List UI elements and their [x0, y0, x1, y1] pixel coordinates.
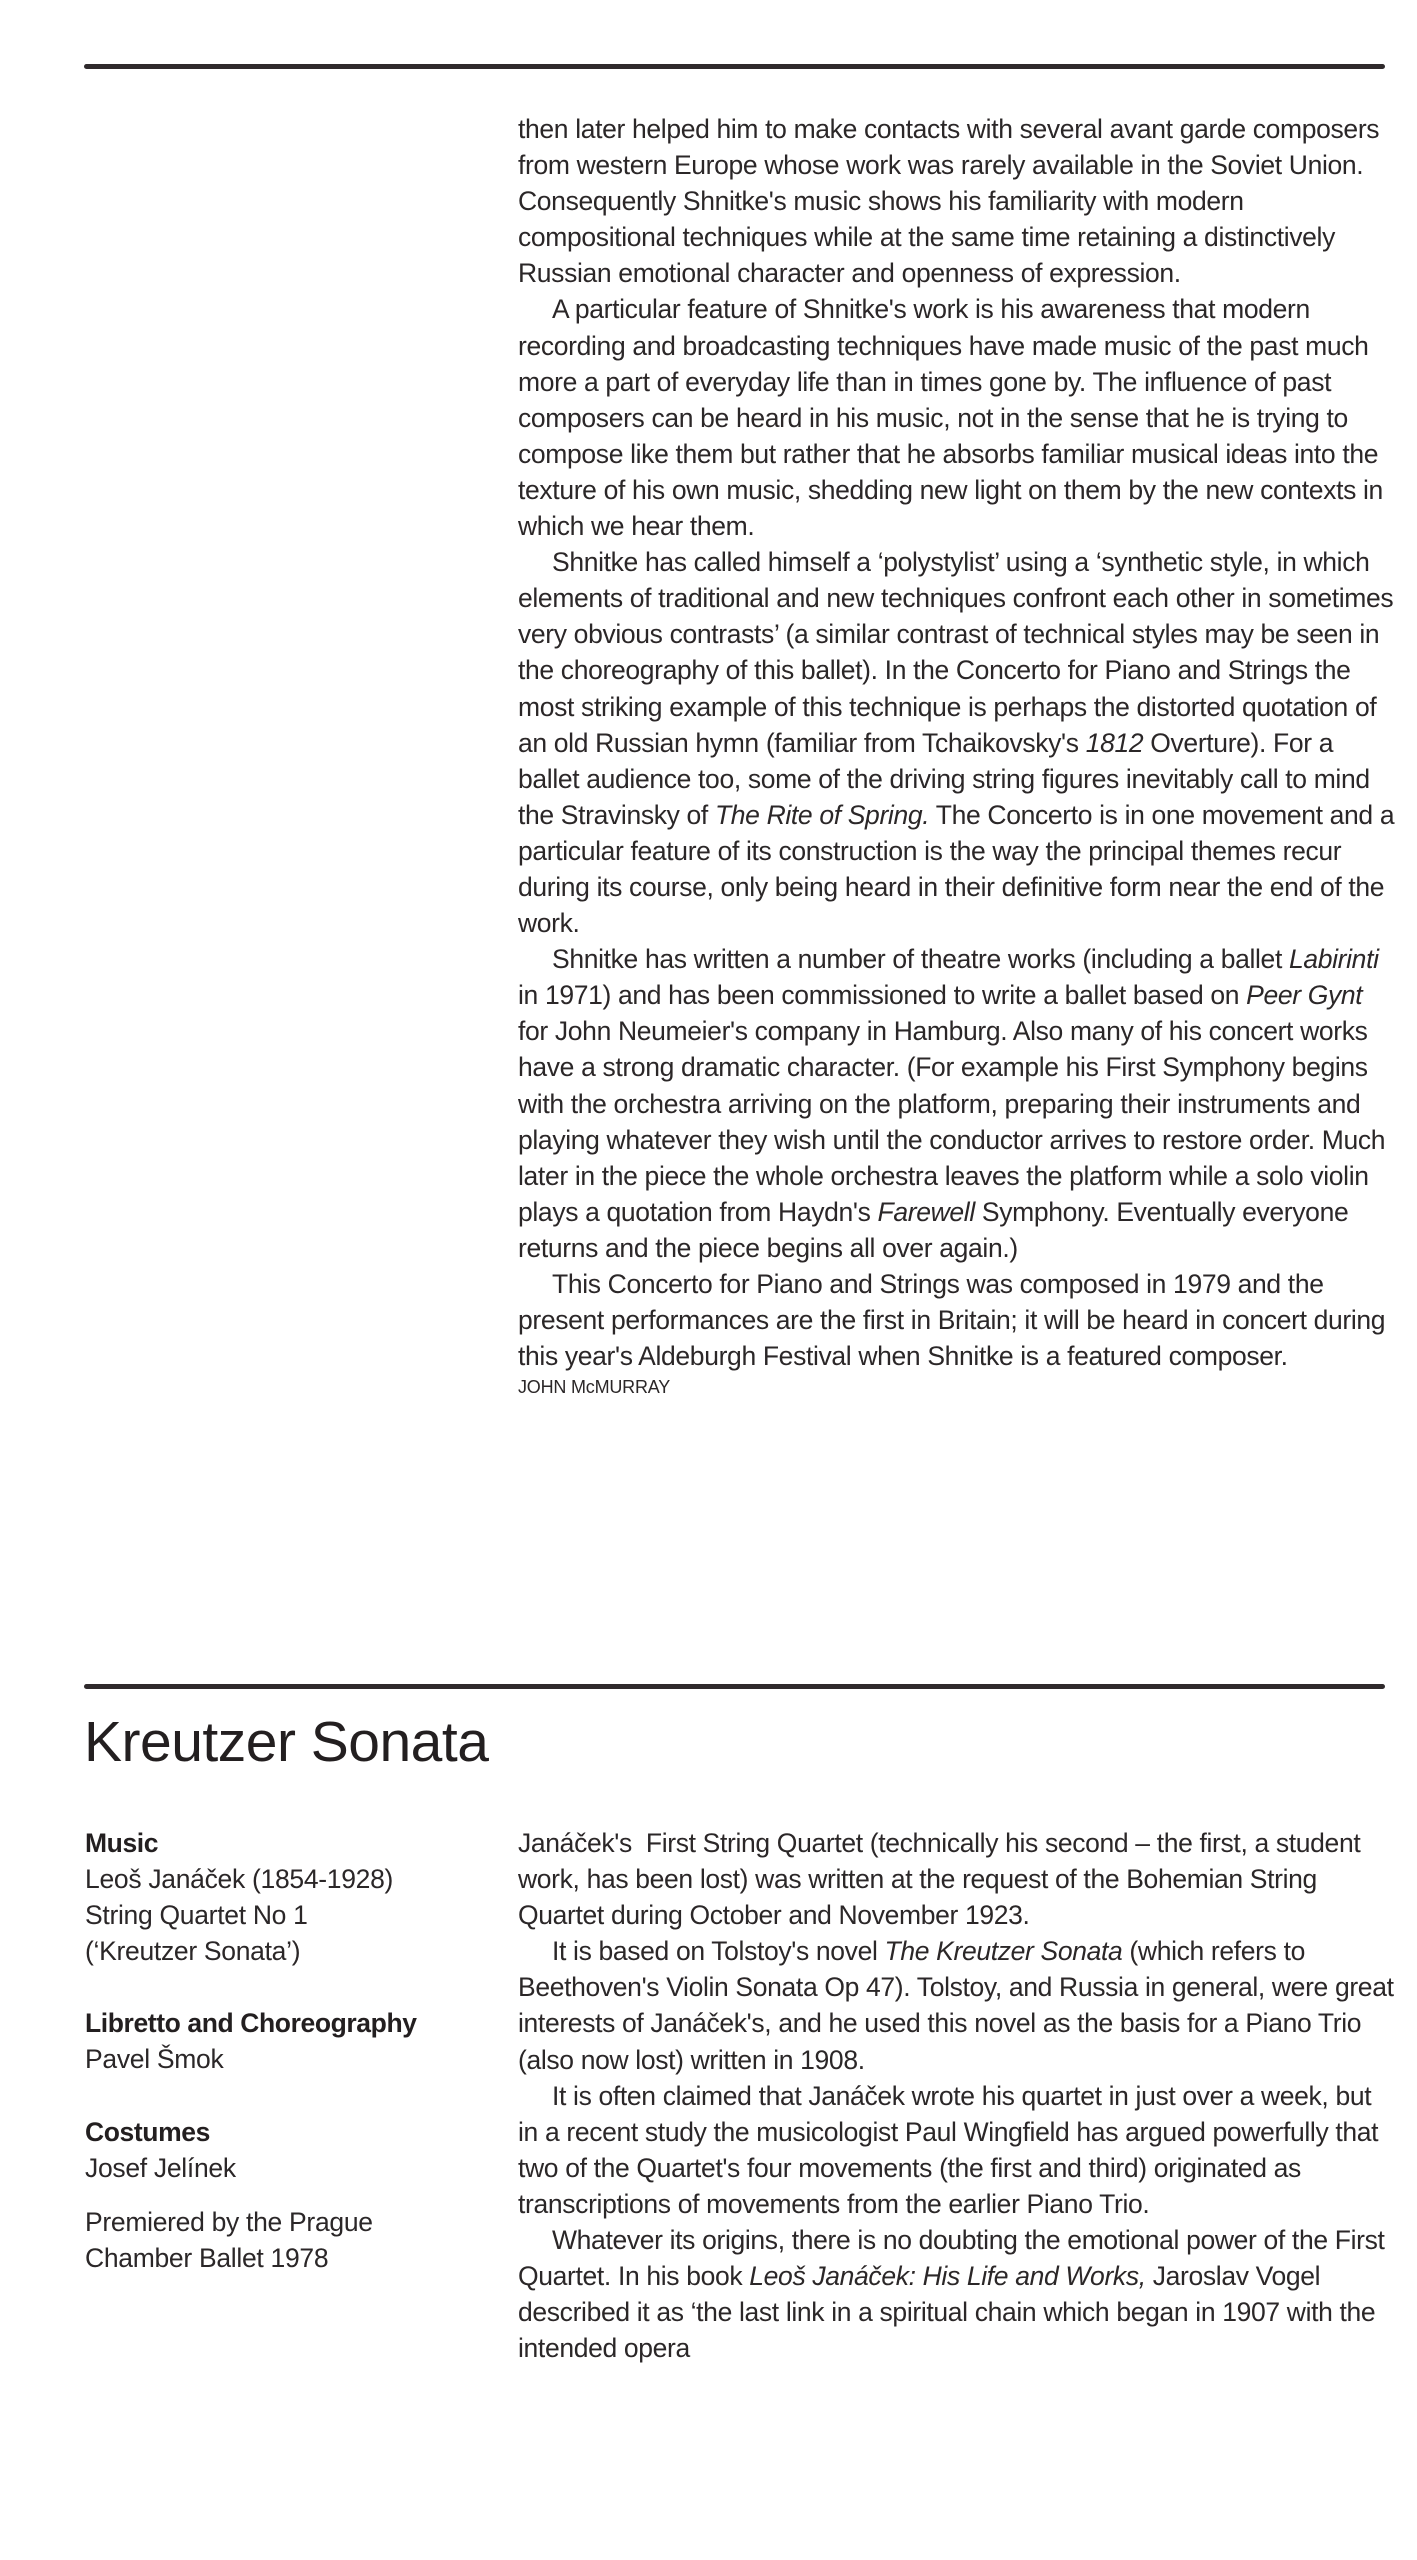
credit-label: Libretto and Choreography — [85, 2008, 417, 2039]
text-run: This Concerto for Piano and Strings was composed in 1979 and the present performances are the first in Britain; it will be heard in concert during this year's Aldeburgh Festival when Shnitke is a featured composer. — [518, 1269, 1386, 1372]
text-run: Whatever its origins, there is no doubting the emotional power of the First Quartet. In his book — [518, 2225, 1385, 2292]
paragraph — [518, 291, 1398, 544]
text-run: Shnitke has called himself a ‘polystylist’ using a ‘synthetic style, in which elements of traditional and new techniques confront each other in sometimes very obvious contrasts’ (a similar contrast of technical styles may be seen in the choreography of this ballet). In the Concerto for Piano and Strings the most striking example of this technique is perhaps the distorted quotation of an old Russian hymn (familiar from Tchaikovsky's — [518, 547, 1394, 758]
text-run: (which refers to Beethoven's Violin Sonata Op 47). Tolstoy, and Russia in general, were great interests of Janáček's, and he used this novel as the basis for a Piano Trio (also now lost) written in 1908. — [518, 1936, 1394, 2075]
credit-music — [85, 1825, 495, 1969]
paragraph — [518, 111, 1398, 291]
text-run: then later helped him to make contacts with several avant garde composers from western Europe whose work was rarely available in the Soviet Union. Consequently Shnitke's music shows his familiarity with modern compositional techniques while at the same time retaining a distinctively Russian emotional character and openness of expression. — [518, 114, 1380, 289]
text-run: It is often claimed that Janáček wrote his quartet in just over a week, but in a recent study the musicologist Paul Wingfield has argued powerfully that two of the Quartet's four movements (the first and third) originated as transcriptions of movements from the earlier Piano Trio. — [518, 2080, 1379, 2219]
paragraph — [518, 1933, 1398, 2077]
credit-costumes — [85, 2114, 495, 2186]
premiere-note: Chamber Ballet 1978 — [85, 2242, 329, 2273]
text-run: Janáček's First String Quartet (technically his second – the first, a student work, has been lost) was written at the request of the Bohemian String Quartet during October and November 1923. — [518, 1828, 1361, 1931]
credits-sidebar — [85, 1825, 495, 2312]
text-run: for John Neumeier's company in Hamburg. Also many of his concert works have a strong dramatic character. (For example his First Symphony begins with the orchestra arriving on the platform, preparing their instruments and playing whatever they wish until the conductor arrives to restore order. Much later in the piece the whole orchestra leaves the platform while a solo violin plays a quotation from Haydn's — [518, 1016, 1386, 1227]
italic-title: Labirinti — [1288, 944, 1379, 975]
credit-value: (‘Kreutzer Sonata’) — [85, 1936, 301, 1967]
paragraph — [518, 941, 1398, 1266]
credit-premiere — [85, 2204, 495, 2276]
credit-libretto-choreography — [85, 2005, 495, 2077]
credit-label: Music — [85, 1828, 159, 1858]
kreutzer-article-body — [518, 1825, 1398, 2366]
italic-title: Peer Gynt — [1246, 980, 1363, 1011]
premiere-note: Premiered by the Prague — [85, 2206, 373, 2237]
text-run: Symphony. Eventually everyone returns and the piece begins all over again.) — [518, 1196, 1349, 1263]
paragraph — [518, 1266, 1398, 1374]
text-run: Overture). For a ballet audience too, some of the driving string figures inevitably call to mind the Stravinsky of — [518, 727, 1370, 830]
text-run: in 1971) and has been commissioned to write a ballet based on — [518, 980, 1247, 1011]
credit-value: Leoš Janáček (1854-1928) — [85, 1864, 394, 1895]
paragraph — [518, 2222, 1398, 2366]
credit-value: String Quartet No 1 — [85, 1900, 308, 1931]
credit-label: Costumes — [85, 2116, 210, 2147]
paragraph — [518, 2078, 1398, 2222]
paragraph — [518, 1825, 1398, 1933]
top-rule — [84, 64, 1385, 69]
text-run: It is based on Tolstoy's novel — [552, 1936, 885, 1967]
section-title: Kreutzer Sonata — [84, 1710, 489, 1774]
shnitke-article-body — [518, 111, 1398, 1400]
text-run: The Concerto is in one movement and a particular feature of its construction is the way the principal themes recur during its course, only being heard in their definitive form near the end of the work. — [518, 799, 1395, 939]
text-run: Jaroslav Vogel described it as ‘the last link in a spiritual chain which began in 1907 with the intended opera — [518, 2261, 1376, 2364]
italic-title: 1812 — [1085, 727, 1144, 758]
author-byline: JOHN McMURRAY — [518, 1377, 671, 1398]
italic-title: The Kreutzer Sonata — [884, 1936, 1123, 1967]
text-run: Shnitke has written a number of theatre works (including a ballet — [552, 944, 1289, 975]
text-run: A particular feature of Shnitke's work is his awareness that modern recording and broadcasting techniques have made music of the past much more a part of everyday life than in times gone by. The influence of past composers can be heard in his music, not in the sense that he is trying to compose like them but rather that he absorbs familiar musical ideas into the texture of his own music, shedding new light on them by the new contexts in which we hear them. — [518, 294, 1383, 542]
section-divider — [84, 1684, 1385, 1689]
italic-title: Farewell — [877, 1196, 975, 1227]
credit-value: Pavel Šmok — [85, 2044, 224, 2075]
credit-value: Josef Jelínek — [85, 2152, 236, 2183]
italic-title: Leoš Janáček: His Life and Works, — [749, 2261, 1146, 2292]
italic-title: The Rite of Spring. — [714, 799, 930, 830]
paragraph — [518, 544, 1398, 941]
